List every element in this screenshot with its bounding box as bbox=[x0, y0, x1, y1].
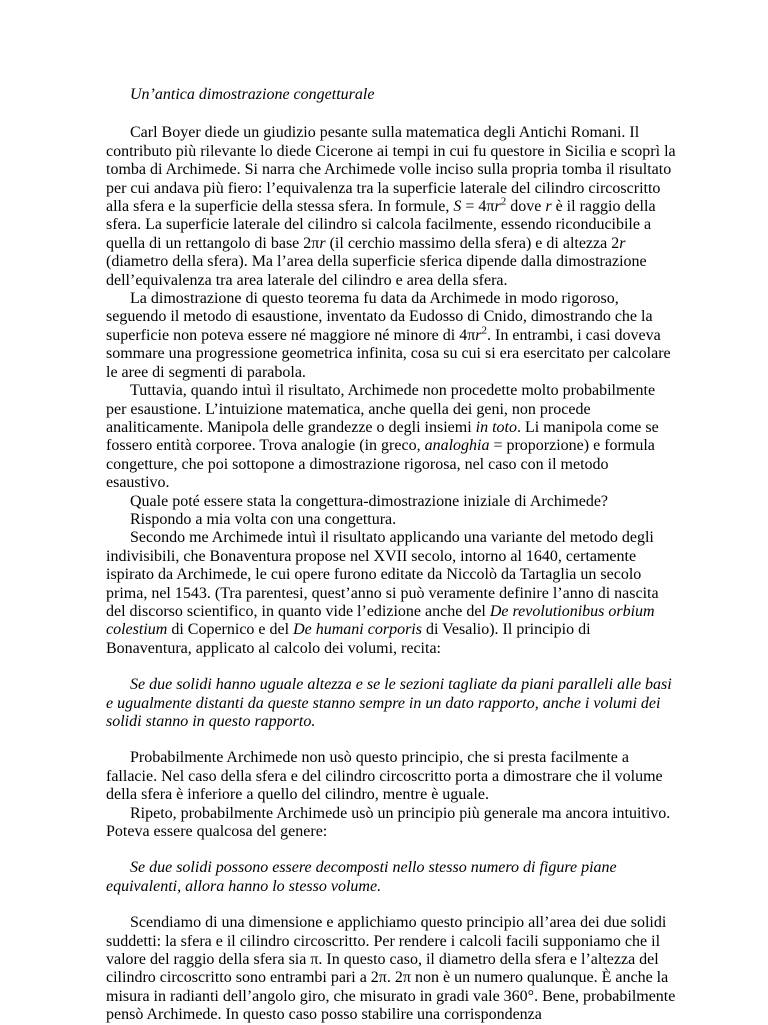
italic-term: analoghia bbox=[424, 437, 490, 455]
text-run: di Copernico e del bbox=[167, 621, 294, 639]
paragraph-8: Ripeto, probabilmente Archimede usò un principio più generale ma ancora intuitivo. Poteva essere qualcosa del genere: bbox=[106, 804, 671, 841]
text-run: dove bbox=[506, 198, 546, 216]
formula-exponent: 2 bbox=[500, 195, 507, 208]
formula-var: r bbox=[619, 234, 626, 252]
text-run: La dimostrazione di questo teorema fu data da Archimede in modo rigoroso, seguendo il metodo di esaustione, inventato da Eudosso di Cnido, dimostrando che la superficie non poteva essere né maggiore né minore di 4π bbox=[106, 290, 653, 344]
formula-var: r bbox=[494, 198, 501, 216]
text-run: è il raggio della sfera. La superficie laterale del cilindro si calcola facilmente, essendo riconducibile a quella di un rettangolo di base 2π bbox=[106, 198, 656, 252]
formula-exponent: 2 bbox=[481, 324, 488, 337]
text-run: (diametro della sfera). Ma l’area della superficie sferica dipende dalla dimostrazione dell’equivalenza tra area laterale del cilindro e area della sfera. bbox=[106, 253, 647, 289]
paragraph-7: Probabilmente Archimede non usò questo principio, che si presta facilmente a fallacie. Nel caso della sfera e del cilindro circoscritto porta a dimostrare che il volume della sfera è inferiore a quello del cilindro, mentre è uguale. bbox=[106, 749, 663, 804]
italic-term: in toto bbox=[475, 418, 517, 436]
quote-principle-general: Se due solidi possono essere decomposti nello stesso numero di figure piane equivalenti, allora hanno lo stesso volume. bbox=[106, 859, 617, 895]
text-run: Carl Boyer diede un giudizio pesante sulla matematica degli Antichi Romani. Il contributo più rilevante lo diede Cicerone ai tempi in cui fu questore in Sicilia e scoprì la tomba di Archimede. Si narra che Archimede volle inciso sulla propria tomba il risultato per cui andava più fiero: l’equivalenza tra la superficie laterale del cilindro circoscritto alla sfera e la superficie della stessa sfera. In formule, bbox=[106, 124, 676, 216]
text-run: . Li manipola come se fossero entità corporee. Trova analogie (in greco, bbox=[106, 418, 659, 455]
paragraph-3 bbox=[106, 382, 676, 492]
formula-var: r bbox=[319, 234, 326, 252]
formula-var: r bbox=[475, 326, 482, 344]
quote-principle-bonaventura: Se due solidi hanno uguale altezza e se le sezioni tagliate da piani paralleli alle basi e ugualmente distanti da queste stanno sempre in un dato rapporto, anche i volumi dei solidi stanno in questo rapporto. bbox=[106, 676, 672, 730]
text-run: . In entrambi, i casi doveva sommare una progressione geometrica infinita, cosa su cui si era esercitato per calcolare le aree di segmenti di parabola. bbox=[106, 326, 671, 381]
paragraph-5: Rispondo a mia volta con una congettura. bbox=[130, 510, 397, 528]
formula-var: S bbox=[453, 198, 462, 216]
book-title: De humani corporis bbox=[293, 621, 422, 639]
formula-text: = 4π bbox=[461, 198, 495, 216]
text-run: Secondo me Archimede intuì il risultato applicando una variante del metodo degli indivisibili, che Bonaventura propose nel XVII secolo, intorno al 1640, certamente ispirato da Archimede, le cui opere furono editate da Niccolò da Tartaglia un secolo prima, nel 1543. (Tra parentesi, quest’anno si può veramente definire l’anno di nascita del discorso scientifico, in quanto vide l’edizione anche del bbox=[106, 529, 659, 620]
text-run: = proporzione) e formula congetture, che poi sottopone a dimostrazione rigorosa, nel caso con il metodo esaustivo. bbox=[106, 437, 655, 492]
paragraph-1 bbox=[106, 124, 676, 290]
paragraph-4: Quale poté essere stata la congettura-dimostrazione iniziale di Archimede? bbox=[130, 492, 609, 510]
text-run: (il cerchio massimo della sfera) e di altezza 2 bbox=[325, 234, 620, 252]
text-run: di Vesalio). Il principio di Bonaventura, applicato al calcolo dei volumi, recita: bbox=[106, 621, 591, 657]
text-run: Tuttavia, quando intuì il risultato, Archimede non procedette molto probabilmente per esaustione. L’intuizione matematica, anche quella dei geni, non procede analiticamente. Manipola delle grandezze o degli insiemi bbox=[106, 382, 656, 436]
book-title: De revolutionibus orbium colestium bbox=[106, 602, 655, 639]
paragraph-2 bbox=[106, 290, 676, 382]
paragraph-6 bbox=[106, 529, 676, 658]
document-title: Un’antica dimostrazione congetturale bbox=[130, 86, 375, 103]
paragraph-9: Scendiamo di una dimensione e applichiamo questo principio all’area dei due solidi suddetti: la sfera e il cilindro circoscritto. Per rendere i calcoli facili supponiamo che il valore del raggio della sfera sia π. In questo caso, il diametro della sfera e l’altezza del cilindro circoscritto sono entrambi pari a 2π. 2π non è un numero qualunque. È anche la misura in radianti dell’angolo giro, che misurato in gradi vale 360°. Bene, probabilmente pensò Archimede. In questo caso posso stabilire una corrispondenza bbox=[106, 914, 676, 1024]
document-body bbox=[106, 86, 676, 1025]
formula-var: r bbox=[545, 198, 552, 216]
